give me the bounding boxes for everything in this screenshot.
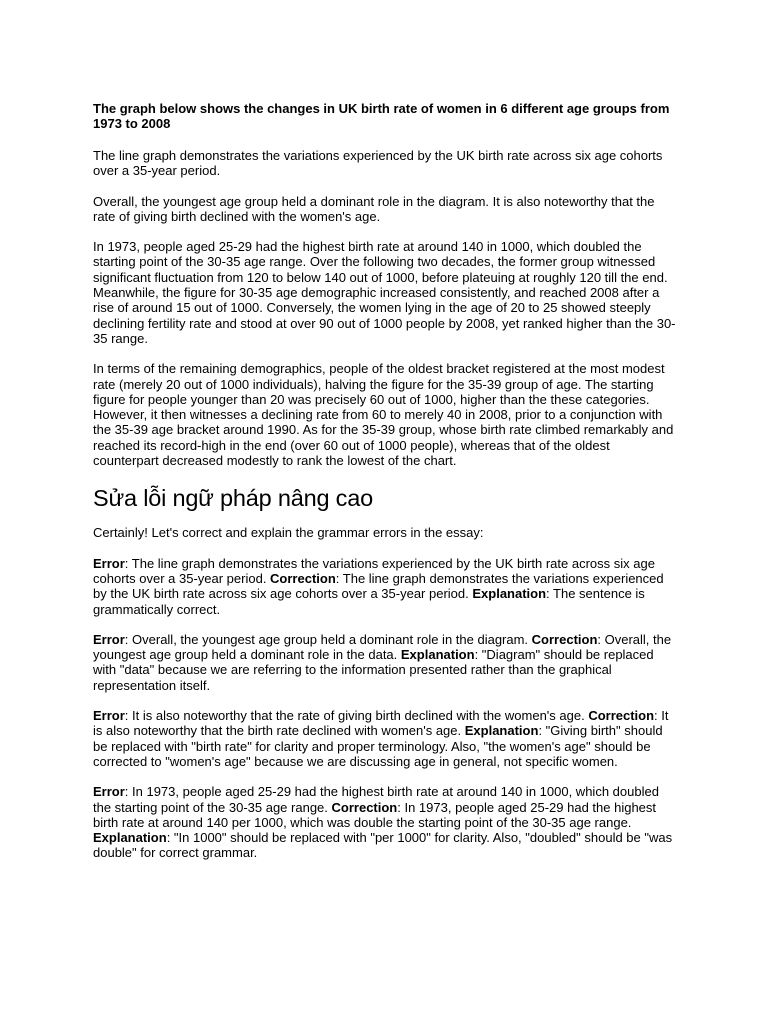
explanation-text: : "Diagram" should be replaced with "data" because we are referring to the information presented rather than the graphical representation itself.: [93, 647, 654, 693]
error-label: Error: [93, 555, 125, 571]
error-label: Error: [93, 784, 125, 800]
essay-title: The graph below shows the changes in UK birth rate of women in 6 different age groups from 1973 to 2008: [93, 101, 670, 131]
essay-paragraph-body-1: In 1973, people aged 25-29 had the highest birth rate at around 140 in 1000, which doubled the starting point of the 30-35 age range. Over the following two decades, the former group witnessed significant fluctuation from 120 to below 140 out of 1000, before plateuing at roughly 120 till the end. Meanwhile, the figure for 30-35 age demographic increased consistently, and reached 2008 after a rise of around 15 out of 1000. Conversely, the women lying in the age of 20 to 25 showed steeply declining fertility rate and stood at over 90 out of 1000 people by 2008, yet ranked higher than the 30-35 range.: [93, 239, 676, 346]
error-text: : In 1973, people aged 25-29 had the highest birth rate at around 140 in 1000, which doubled the starting point of the 30-35 age range.: [93, 784, 659, 815]
correction-label: Correction: [531, 631, 598, 647]
error-text: : The line graph demonstrates the variations experienced by the UK birth rate across six age cohorts over a 35-year period.: [93, 555, 655, 586]
correction-label: Correction: [331, 799, 398, 815]
correction-item: [93, 632, 678, 693]
explanation-label: Explanation: [400, 647, 475, 663]
correction-label: Correction: [588, 708, 655, 724]
correction-item: [93, 556, 678, 617]
essay-paragraph-overview: Overall, the youngest age group held a dominant role in the diagram. It is also noteworthy that the rate of giving birth declined with the women's age.: [93, 193, 655, 224]
explanation-label: Explanation: [93, 830, 167, 846]
correction-text: : In 1973, people aged 25-29 had the highest birth rate at around 140 per 1000, which was double the starting point of the 30-35 age range.: [93, 799, 657, 830]
error-text: : It is also noteworthy that the rate of giving birth declined with the women's age.: [124, 708, 589, 724]
correction-label: Correction: [270, 570, 336, 586]
correction-text: : The line graph demonstrates the variations experienced by the UK birth rate across six age cohorts over a 35-year period.: [93, 570, 664, 602]
error-text: : Overall, the youngest age group held a dominant role in the diagram.: [124, 631, 532, 647]
error-label: Error: [93, 708, 125, 724]
explanation-text: : The sentence is grammatically correct.: [93, 586, 645, 617]
section-heading: Sửa lỗi ngữ pháp nâng cao: [93, 485, 373, 512]
explanation-text: : "In 1000" should be replaced with "per 1000" for clarity. Also, "doubled" should be "was double" for correct grammar.: [93, 830, 673, 861]
correction-item: [93, 784, 678, 860]
error-label: Error: [93, 631, 125, 647]
corrections-intro: Certainly! Let's correct and explain the grammar errors in the essay:: [93, 525, 484, 541]
explanation-label: Explanation: [472, 586, 547, 602]
essay-paragraph-intro: The line graph demonstrates the variations experienced by the UK birth rate across six age cohorts over a 35-year period.: [93, 148, 663, 179]
correction-text: : Overall, the youngest age group held a dominant role in the data.: [93, 631, 672, 663]
correction-item: [93, 708, 678, 769]
correction-text: : It is also noteworthy that the birth rate declined with women's age.: [93, 708, 669, 739]
explanation-label: Explanation: [464, 723, 539, 739]
explanation-text: : "Giving birth" should be replaced with "birth rate" for clarity and proper terminology. Also, "the women's age" should be corrected to "women's age" because we are discussing age in general, not specific women.: [93, 723, 663, 769]
document-page: [93, 101, 678, 876]
essay-paragraph-body-2: In terms of the remaining demographics, people of the oldest bracket registered at the most modest rate (merely 20 out of 1000 individuals), halving the figure for the 35-39 group of age. The starting figure for people younger than 20 was precisely 60 out of 1000, higher than the these categories. However, it then witnesses a declining rate from 60 to merely 40 in 2008, prior to a conjunction with the 35-39 age bracket around 1990. As for the 35-39 group, whose birth rate climbed remarkably and reached its record-high in the end (over 60 out of 1000 people), whereas that of the oldest counterpart decreased modestly to rank the lowest of the chart.: [93, 361, 674, 469]
